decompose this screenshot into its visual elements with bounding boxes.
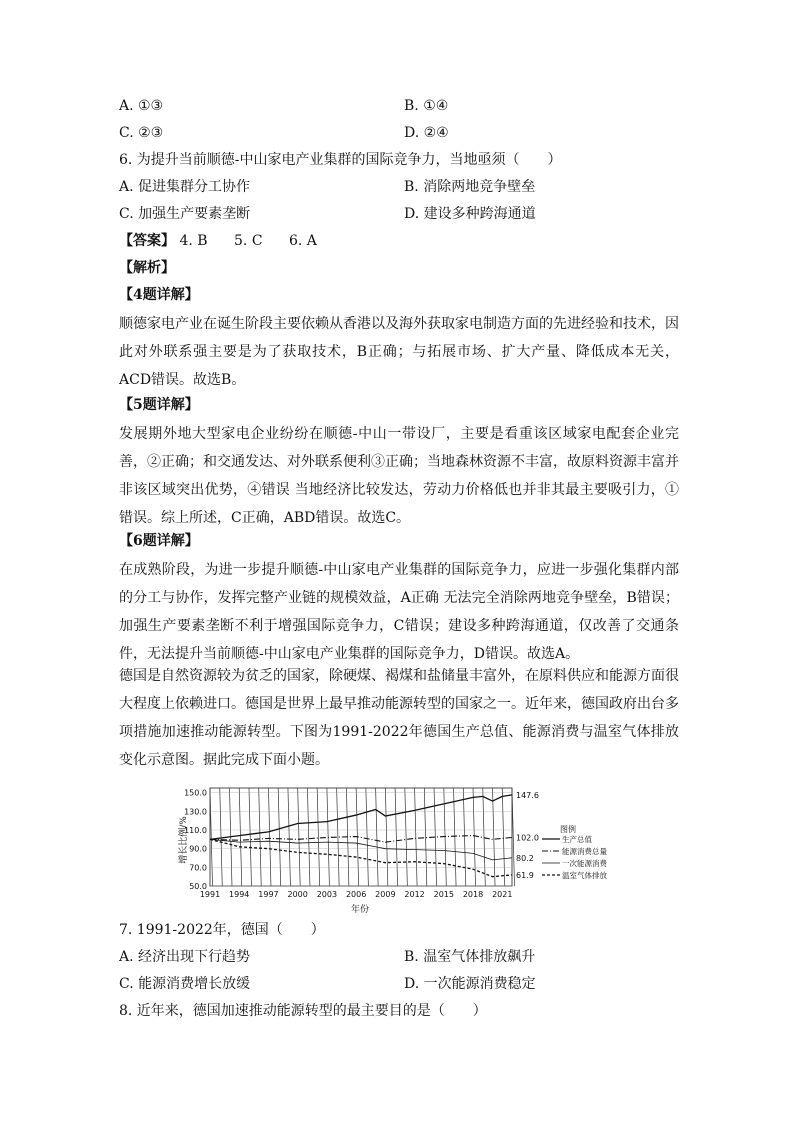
- end-value-label: 61.9: [516, 870, 534, 880]
- x-tick-label: 2003: [316, 890, 338, 899]
- grid-line: [424, 788, 427, 886]
- q6-analysis-text: 在成熟阶段，为进一步提升顺德-中山家电产业集群的国际竞争力，应进一步强化集群内部的分工与协作，发挥完整产业链的规模效益，A正确 无法完全消除两地竞争壁垒，B错误；加强生产要素垄断不利于增强国际竞争力，C错误；建设多种跨海通道，仅改善了交通条件，无法提升当前顺德-中山家电产业集群的国际竞争力，D错误。故选A。: [119, 562, 679, 662]
- x-tick-label: 2009: [375, 890, 396, 899]
- grid-line: [278, 788, 281, 886]
- grid-line: [415, 788, 418, 886]
- series-line-4: [210, 839, 512, 876]
- answer-item: 4. B: [179, 233, 208, 249]
- answer-label: 【答案】: [119, 233, 175, 249]
- end-value-label: 147.6: [516, 790, 539, 800]
- grid-line: [493, 788, 496, 886]
- q6-option-b: B. 消除两地竞争壁垒: [404, 179, 536, 195]
- option-d: D. ②④: [404, 125, 449, 141]
- series-line-2: [210, 836, 512, 843]
- grid-line: [249, 788, 252, 886]
- grid-line: [268, 788, 271, 886]
- option-a: A. ①③: [119, 98, 164, 114]
- grid-line: [317, 788, 320, 886]
- grid-line: [454, 788, 457, 886]
- x-tick-label: 2000: [287, 890, 308, 899]
- x-tick-label: 1997: [258, 890, 279, 899]
- legend-label: 一次能源消费: [562, 859, 607, 868]
- legend-title: 图例: [560, 825, 576, 834]
- grid-line: [385, 788, 388, 886]
- q5-analysis-text: 发展期外地大型家电企业纷纷在顺德-中山一带设厂，主要是看重该区域家电配套企业完善，②正确；和交通发达、对外联系便利③正确；当地森林资源不丰富，故原料资源丰富并非该区域突出优势，④错误 当地经济比较发达，劳动力价格低也并非其最主要吸引力，①错误。综上所述，C正确，ABD错误。故选C。: [119, 426, 679, 526]
- y-tick-label: 110.0: [184, 826, 207, 835]
- grid-line: [483, 788, 486, 886]
- x-tick-label: 2006: [345, 890, 367, 899]
- legend-label: 生产总值: [562, 835, 592, 844]
- grid-line: [473, 788, 476, 886]
- option-c: C. ②③: [119, 125, 164, 141]
- line-chart: [170, 778, 640, 918]
- answer-item: 5. C: [234, 233, 263, 249]
- q7-option-d: D. 一次能源消费稳定: [404, 976, 536, 992]
- x-tick-label: 1994: [229, 890, 250, 899]
- question-6-stem: 6. 为提升当前顺德-中山家电产业集群的国际竞争力，当地亟须（ ）: [119, 152, 562, 168]
- answer-line: [119, 231, 317, 251]
- q7-option-a: A. 经济出现下行趋势: [119, 949, 251, 965]
- option-b: B. ①④: [404, 98, 449, 114]
- x-axis-label: 年份: [350, 905, 370, 915]
- legend-label: 能源消费总量: [562, 847, 607, 856]
- grid-line: [288, 788, 291, 886]
- q7-option-c: C. 能源消费增长放缓: [119, 976, 251, 992]
- y-tick-label: 70.0: [189, 863, 207, 873]
- grid-line: [376, 788, 379, 886]
- x-tick-label: 2021: [492, 890, 513, 899]
- end-value-label: 80.2: [516, 853, 534, 863]
- grid-line: [220, 788, 223, 886]
- question-8-stem: 8. 近年来，德国加速推动能源转型的最主要目的是（ ）: [119, 1003, 487, 1019]
- grid-line: [463, 788, 466, 886]
- grid-line: [405, 788, 408, 886]
- q7-option-b: B. 温室气体排放飙升: [404, 949, 536, 965]
- y-tick-label: 90.0: [189, 844, 207, 854]
- passage: 德国是自然资源较为贫乏的国家，除硬煤、褐煤和盐储量丰富外，在原料供应和能源方面很大程度上依赖进口。德国是世界上最早推动能源转型的国家之一。近年来，德国政府出台多项措施加速推动能源转型。下图为1991-2022年德国生产总值、能源消费与温室气体排放变化示意图。据此完成下面小题。: [119, 668, 679, 768]
- grid-line: [298, 788, 301, 886]
- grid-line: [502, 788, 505, 886]
- grid-line: [395, 788, 398, 886]
- end-value-label: 102.0: [516, 833, 539, 843]
- x-tick-label: 1991: [199, 890, 221, 899]
- analysis-title: 【解析】: [119, 260, 175, 276]
- legend-label: 温室气体排放: [562, 871, 607, 880]
- grid-line: [366, 788, 369, 886]
- y-tick-label: 150.0: [184, 788, 207, 798]
- grid-line: [259, 788, 262, 886]
- y-tick-label: 130.0: [184, 807, 207, 817]
- y-tick-label: 50.0: [189, 882, 207, 891]
- x-tick-label: 2015: [433, 890, 454, 899]
- q6-option-c: C. 加强生产要素垄断: [119, 206, 251, 222]
- grid-line: [307, 788, 310, 886]
- q6-analysis-title: 【6题详解】: [119, 533, 199, 549]
- x-tick-label: 2018: [462, 890, 484, 899]
- q4-analysis-title: 【4题详解】: [119, 287, 199, 303]
- series-line-3: [210, 839, 512, 860]
- q6-option-a: A. 促进集群分工协作: [119, 179, 251, 195]
- q6-option-d: D. 建设多种跨海通道: [404, 206, 536, 222]
- x-tick-label: 2012: [404, 890, 425, 899]
- y-axis-label: 增长比例/%: [179, 816, 189, 864]
- q4-analysis-text: 顺德家电产业在诞生阶段主要依赖从香港以及海外获取家电制造方面的先进经验和技术，因此对外联系强主要是为了获取技术，B正确；与拓展市场、扩大产量、降低成本无关，ACD错误。故选B。: [119, 316, 679, 388]
- grid-line: [337, 788, 340, 886]
- question-7-stem: 7. 1991-2022年，德国（ ）: [119, 922, 325, 938]
- grid-line: [239, 788, 242, 886]
- answer-item: 6. A: [289, 233, 317, 249]
- q5-analysis-title: 【5题详解】: [119, 397, 199, 413]
- series-line-1: [210, 795, 512, 839]
